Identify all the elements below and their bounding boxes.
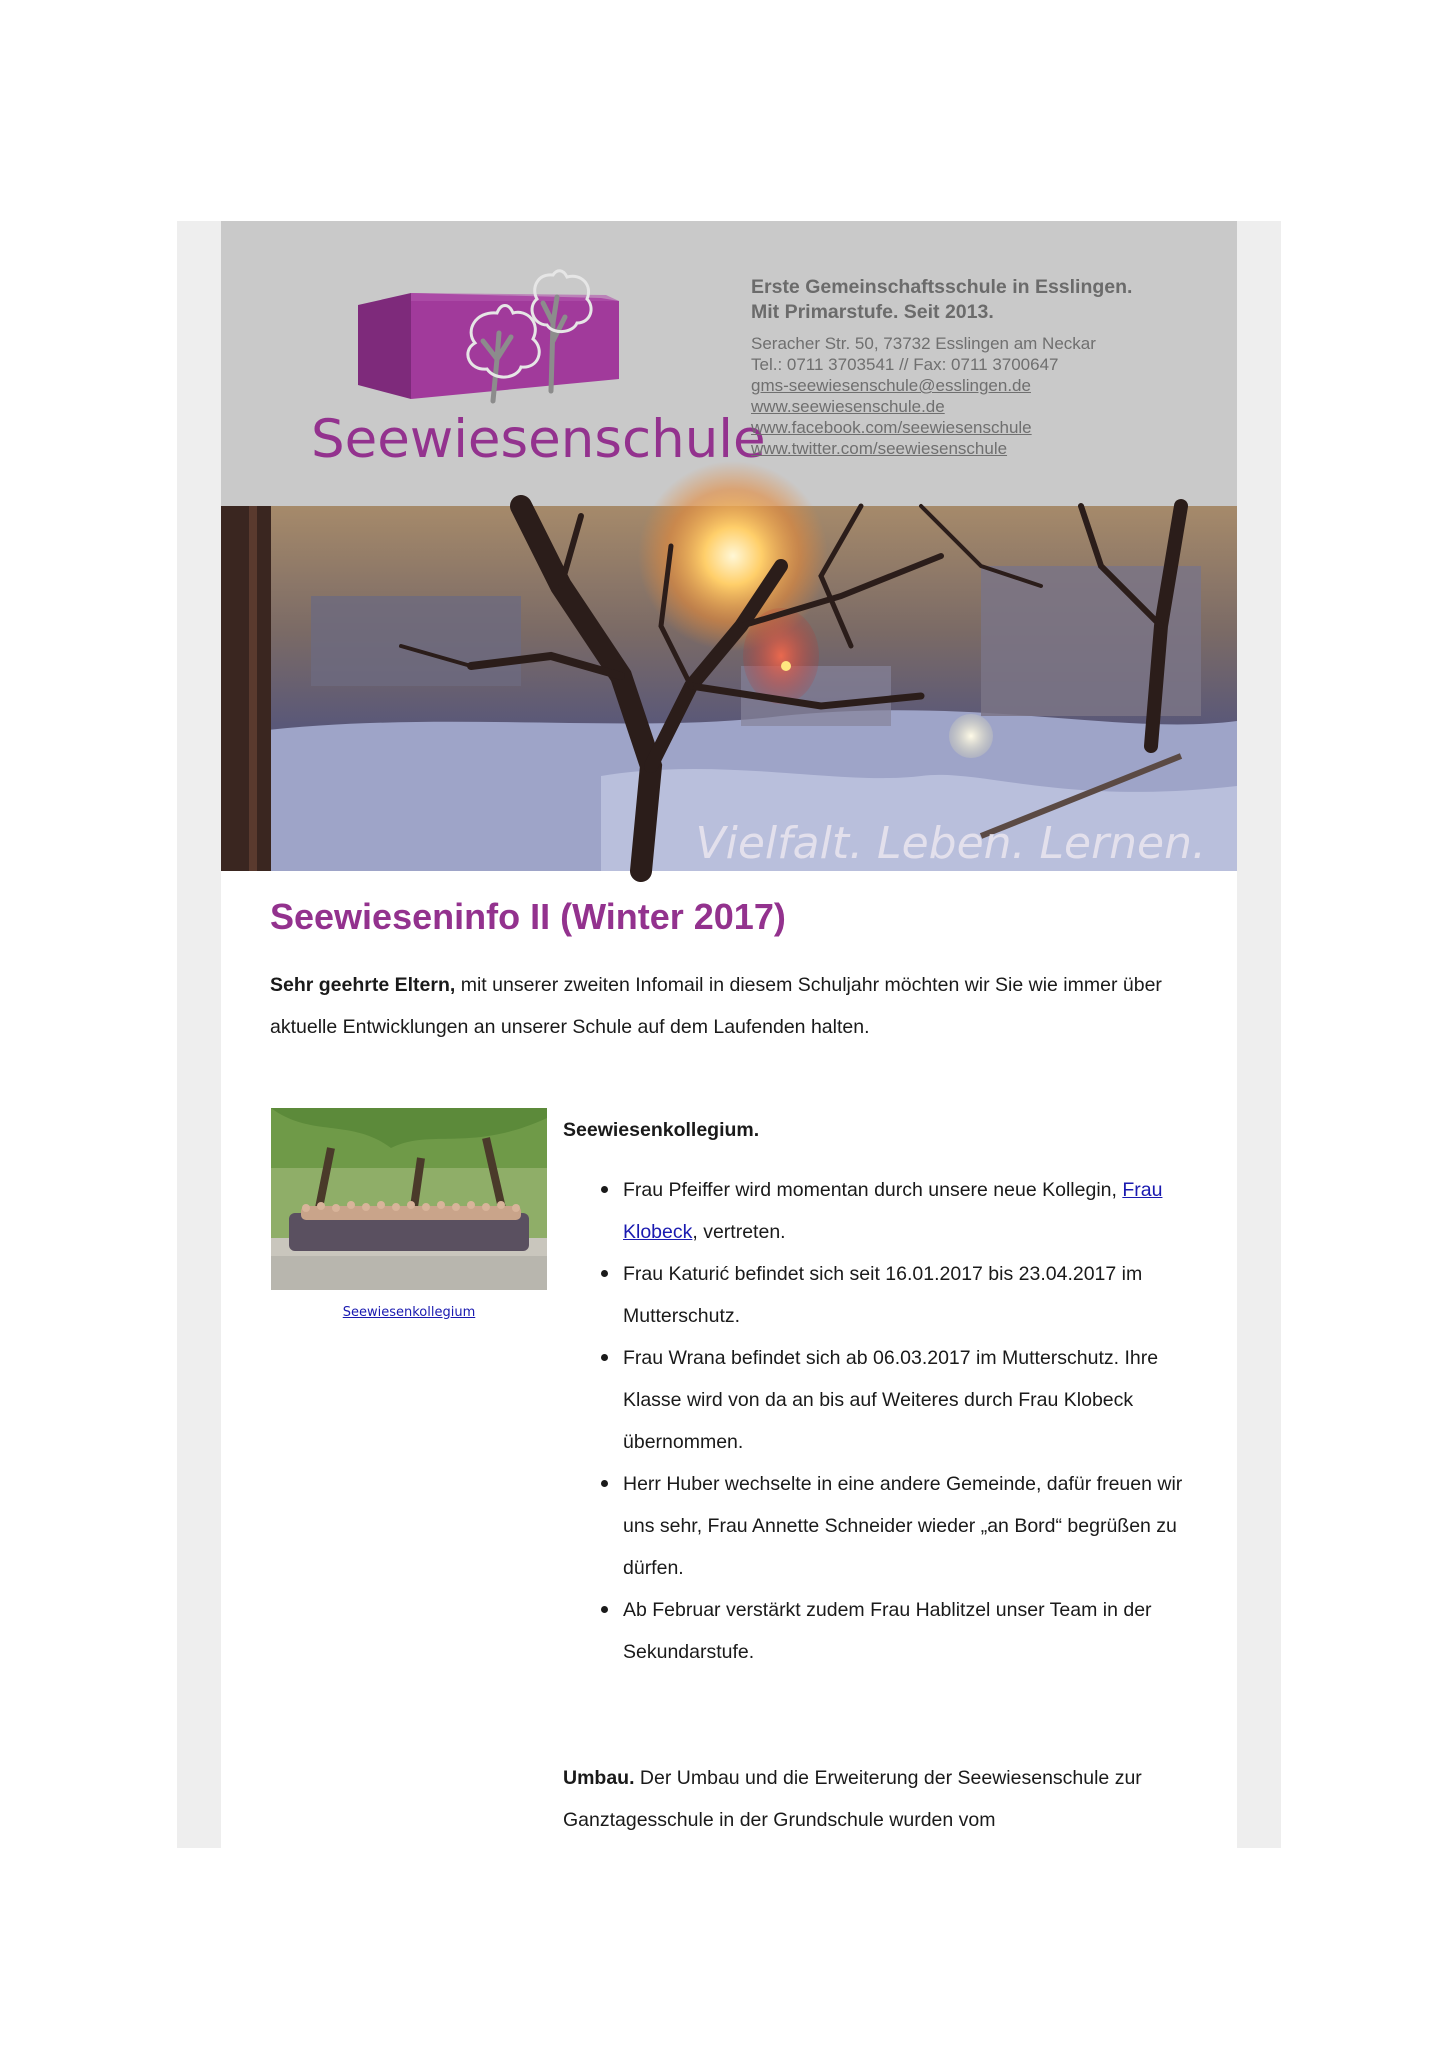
phone-fax-text: Tel.: 0711 3703541 // Fax: 0711 3700647 bbox=[751, 355, 1059, 374]
frau-klobeck-link[interactable]: Frau Klobeck bbox=[623, 1179, 1163, 1243]
tagline-line-1: Erste Gemeinschaftsschule in Esslingen. bbox=[751, 276, 1133, 298]
list-item: Frau Wrana befindet sich ab 06.03.2017 im Mutterschutz. Ihre Klasse wird von da an bis auf Weiteres durch Frau Klobeck übernommen. bbox=[623, 1337, 1193, 1463]
list-item-text: Frau Pfeiffer wird momentan durch unsere neue Kollegin, bbox=[623, 1179, 1123, 1201]
salutation-text: Sehr geehrte Eltern, bbox=[270, 974, 456, 996]
website-link[interactable]: www.seewiesenschule.de bbox=[751, 397, 945, 416]
list-item bbox=[623, 1169, 1193, 1253]
umbau-text: Der Umbau und die Erweiterung der Seewiesenschule zur Ganztagesschule in der Grundschule wurden vom bbox=[563, 1767, 1142, 1831]
list-item-text: , vertreten. bbox=[692, 1221, 786, 1243]
tagline-line-2: Mit Primarstufe. Seit 2013. bbox=[751, 301, 994, 323]
hero-slogan: Vielfalt. Leben. Lernen. bbox=[695, 818, 1206, 869]
intro-text: mit unserer zweiten Infomail in diesem Schuljahr möchten wir Sie wie immer über aktuelle Entwicklungen an unserer Schule auf dem Laufenden halten. bbox=[270, 974, 1162, 1038]
kollegium-list bbox=[563, 1169, 1193, 1673]
intro-paragraph bbox=[270, 964, 1190, 1048]
twitter-link[interactable]: www.twitter.com/seewiesenschule bbox=[751, 439, 1008, 458]
list-item: Herr Huber wechselte in eine andere Gemeinde, dafür freuen wir uns sehr, Frau Annette Schneider wieder „an Bord“ begrüßen zu dürfen. bbox=[623, 1463, 1193, 1589]
logo-text: Seewiesenschule bbox=[311, 409, 766, 470]
newsletter-title: Seewieseninfo II (Winter 2017) bbox=[270, 896, 786, 937]
facebook-link[interactable]: www.facebook.com/seewiesenschule bbox=[751, 418, 1032, 437]
umbau-section bbox=[563, 1757, 1193, 1841]
address-text: Seracher Str. 50, 73732 Esslingen am Neckar bbox=[751, 334, 1096, 353]
list-item: Frau Katurić befindet sich seit 16.01.2017 bis 23.04.2017 im Mutterschutz. bbox=[623, 1253, 1193, 1337]
email-link[interactable]: gms-seewiesenschule@esslingen.de bbox=[751, 376, 1031, 395]
newsletter-content bbox=[221, 221, 1237, 1848]
school-logo bbox=[261, 241, 766, 491]
list-item: Ab Februar verstärkt zudem Frau Hablitzel unser Team in der Sekundarstufe. bbox=[623, 1589, 1193, 1673]
umbau-heading: Umbau. bbox=[563, 1767, 635, 1789]
staff-group-photo[interactable] bbox=[271, 1108, 547, 1290]
photo-caption-link[interactable]: Seewiesenkollegium bbox=[342, 1305, 476, 1320]
newsletter-frame bbox=[177, 221, 1281, 1848]
hero-image bbox=[221, 506, 1237, 871]
contact-block bbox=[751, 275, 1221, 459]
kollegium-heading: Seewiesenkollegium. bbox=[563, 1119, 760, 1141]
kollegium-section bbox=[563, 1117, 1193, 1673]
staff-photo-block bbox=[271, 1108, 547, 1320]
